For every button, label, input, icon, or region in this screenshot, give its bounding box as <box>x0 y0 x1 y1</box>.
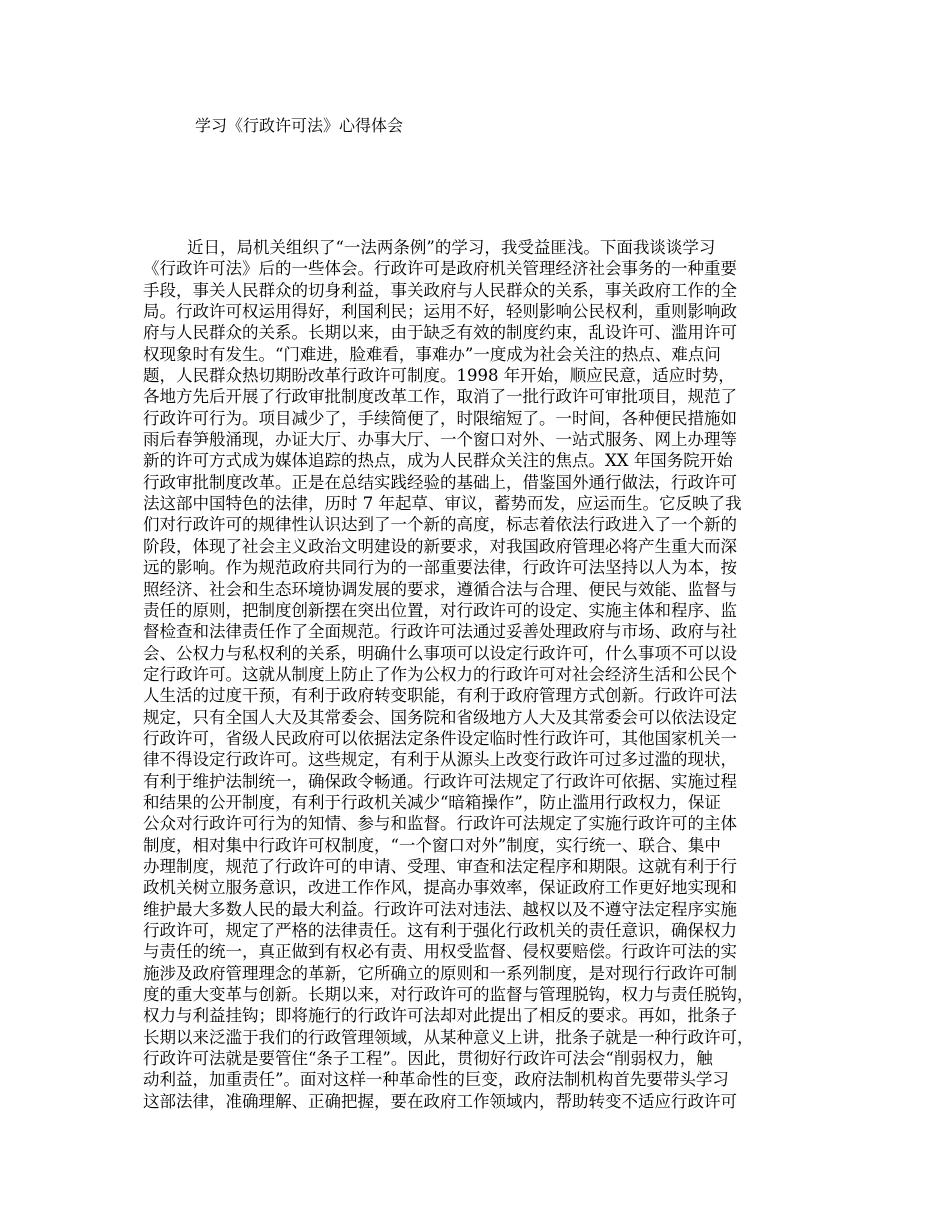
paragraph-line: 责任的原则，把制度创新摆在突出位置，对行政许可的设定、实施主体和程序、监 <box>143 600 737 620</box>
paragraph-line: 长期以来泛滥于我们的行政管理领域，从某种意义上讲，批条子就是一种行政许可， <box>143 1027 754 1047</box>
paragraph-line: 会、公权力与私权利的关系，明确什么事项可以设定行政许可，什么事项不可以设 <box>143 643 737 663</box>
paragraph-line: 政机关树立服务意识，改进工作作风，提高办事效率，保证政府工作更好地实现和 <box>143 878 737 898</box>
paragraph-line: 规定，只有全国人大及其常委会、国务院和省级地方人大及其常委会可以依法设定 <box>143 707 737 727</box>
paragraph-line: 法这部中国特色的法律，历时 7 年起草、审议，蓄势而发，应运而生。它反映了我 <box>143 494 742 514</box>
paragraph-line: 题，人民群众热切期盼改革行政许可制度。1998 年开始，顺应民意，适应时势， <box>143 366 735 386</box>
paragraph-line: 和结果的公开制度，有利于行政机关减少“暗箱操作”，防止滥用行政权力，保证 <box>143 792 721 812</box>
paragraph-line: 行政许可行为。项目减少了，手续简便了，时限缩短了。一时间，各种便民措施如 <box>143 408 737 428</box>
paragraph-line: 各地方先后开展了行政审批制度改革工作，取消了一批行政许可审批项目，规范了 <box>143 387 737 407</box>
paragraph-line: 远的影响。作为规范政府共同行为的一部重要法律，行政许可法坚持以人为本，按 <box>143 558 737 578</box>
paragraph-line: 动利益，加重责任”。面对这样一种革命性的巨变，政府法制机构首先要带头学习 <box>143 1070 729 1090</box>
paragraph-line: 人生活的过度干预，有利于政府转变职能，有利于政府管理方式创新。行政许可法 <box>143 686 737 706</box>
paragraph-line: 与责任的统一，真正做到有权必有责、用权受监督、侵权要赔偿。行政许可法的实 <box>143 942 737 962</box>
paragraph-line: 办理制度，规范了行政许可的申请、受理、审查和法定程序和期限。这就有利于行 <box>143 856 737 876</box>
paragraph-line: 制度，相对集中行政许可权制度，“一个窗口对外”制度，实行统一、联合、集中 <box>143 835 721 855</box>
paragraph-line: 们对行政许可的规律性认识达到了一个新的高度，标志着依法行政进入了一个新的 <box>143 515 737 535</box>
paragraph-line: 这部法律，准确理解、正确把握，要在政府工作领域内，帮助转变不适应行政许可 <box>143 1091 737 1111</box>
paragraph-line: 新的许可方式成为媒体追踪的热点，成为人民群众关注的焦点。XX 年国务院开始 <box>143 451 733 471</box>
paragraph-line: 《行政许可法》后的一些体会。行政许可是政府机关管理经济社会事务的一种重要 <box>143 259 737 279</box>
document-title: 学习《行政许可法》心得体会 <box>195 116 404 135</box>
paragraph-line: 行政审批制度改革。正是在总结实践经验的基础上，借鉴国外通行做法，行政许可 <box>143 472 737 492</box>
paragraph-line: 手段，事关人民群众的切身利益，事关政府与人民群众的关系，事关政府工作的全 <box>143 280 737 300</box>
paragraph-line: 度的重大变革与创新。长期以来，对行政许可的监督与管理脱钩，权力与责任脱钩， <box>143 985 754 1005</box>
paragraph-line: 施涉及政府管理理念的革新，它所确立的原则和一系列制度，是对现行行政许可制 <box>143 963 737 983</box>
paragraph-line: 近日，局机关组织了“一法两条例”的学习，我受益匪浅。下面我谈谈学习 <box>187 238 716 257</box>
paragraph-line: 雨后春笋般涌现，办证大厅、办事大厅、一个窗口对外、一站式服务、网上办理等 <box>143 430 737 450</box>
paragraph-line: 督检查和法律责任作了全面规范。行政许可法通过妥善处理政府与市场、政府与社 <box>143 622 737 642</box>
paragraph-line: 定行政许可。这就从制度上防止了作为公权力的行政许可对社会经济生活和公民个 <box>143 664 737 684</box>
paragraph-line: 律不得设定行政许可。这些规定，有利于从源头上改变行政许可过多过滥的现状， <box>143 750 737 770</box>
paragraph-line: 府与人民群众的关系。长期以来，由于缺乏有效的制度约束，乱设许可、滥用许可 <box>143 323 737 343</box>
paragraph-line: 行政许可，规定了严格的法律责任。这有利于强化行政机关的责任意识，确保权力 <box>143 921 737 940</box>
paragraph-line: 维护最大多数人民的最大利益。行政许可法对违法、越权以及不遵守法定程序实施 <box>143 899 737 919</box>
paragraph-line: 公众对行政许可行为的知情、参与和监督。行政许可法规定了实施行政许可的主体 <box>143 814 737 834</box>
paragraph-line: 局。行政许可权运用得好，利国利民；运用不好，轻则影响公民权利，重则影响政 <box>143 302 737 322</box>
document-body <box>143 237 823 1112</box>
paragraph-line: 行政许可法就是要管住“条子工程”。因此，贯彻好行政许可法会“削弱权力，触 <box>143 1049 713 1069</box>
paragraph-line: 有利于维护法制统一，确保政令畅通。行政许可法规定了行政许可依据、实施过程 <box>143 771 737 791</box>
paragraph-line: 行政许可，省级人民政府可以依据法定条件设定临时性行政许可，其他国家机关一 <box>143 728 737 748</box>
paragraph-line: 照经济、社会和生态环境协调发展的要求，遵循合法与合理、便民与效能、监督与 <box>143 579 737 599</box>
paragraph-line: 权力与利益挂钩；即将施行的行政许可法却对此提出了相反的要求。再如，批条子 <box>143 1006 737 1026</box>
paragraph-line: 阶段，体现了社会主义政治文明建设的新要求，对我国政府管理必将产生重大而深 <box>143 536 737 556</box>
paragraph-line: 权现象时有发生。“门难进，脸难看，事难办”一度成为社会关注的热点、难点问 <box>143 344 721 364</box>
